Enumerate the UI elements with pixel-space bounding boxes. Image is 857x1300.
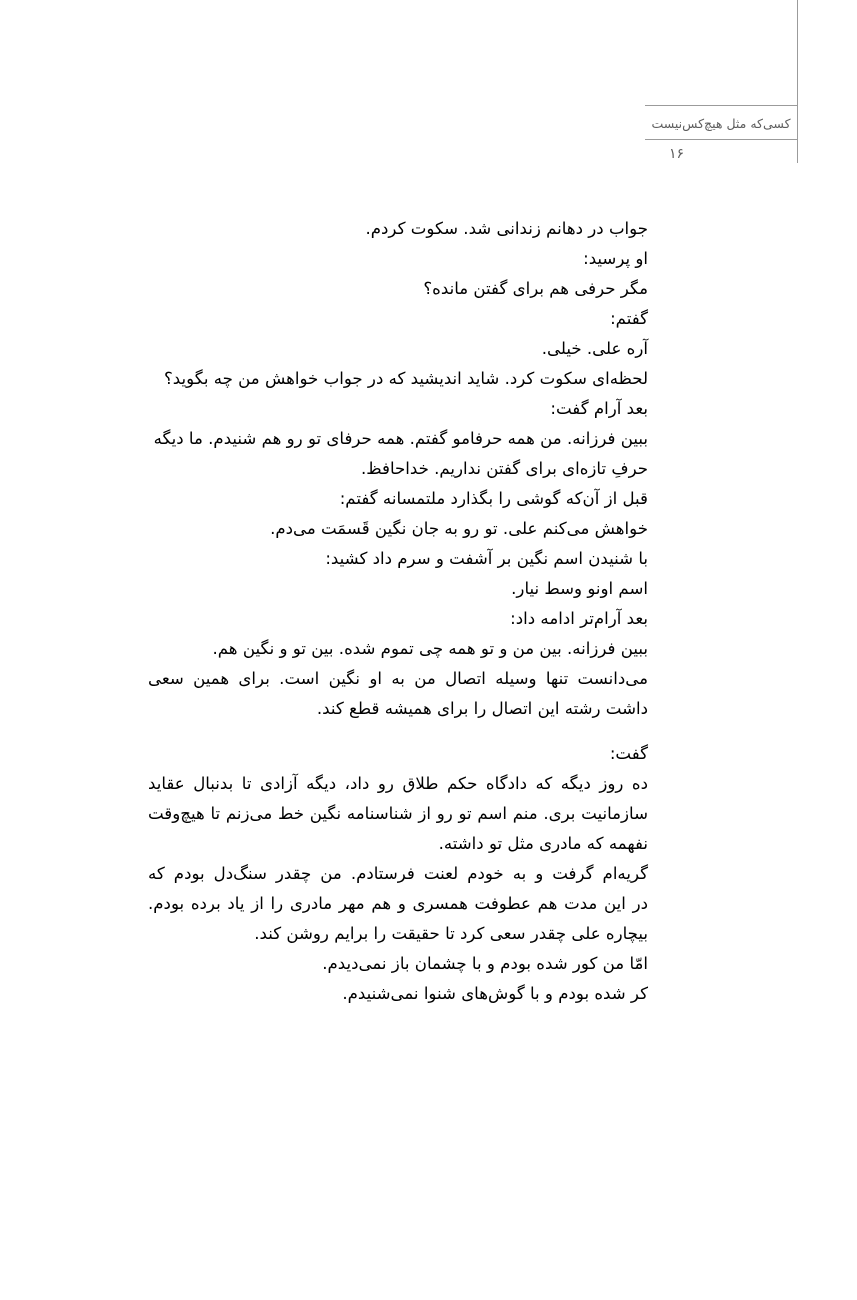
text-line: امّا من کور شده بودم و با چشمان باز نمی‌دیدم.: [322, 954, 648, 973]
text-line: در این مدت هم عطوفت همسری و هم مهر مادری را از یاد برده بودم.: [148, 894, 648, 913]
text-line: بعد آرام گفت:: [550, 399, 648, 418]
text-line: گفتم:: [610, 309, 648, 328]
text-line: خواهش می‌کنم علی. تو رو به جان نگین قَسمَت می‌دم.: [270, 519, 648, 538]
text-line: ببین فرزانه. من همه حرفامو گفتم. همه حرفای تو رو هم شنیدم. ما دیگه: [153, 429, 648, 448]
text-line: بعد آرام‌تر ادامه داد:: [510, 609, 648, 628]
text-line: ده روز دیگه که دادگاه حکم طلاق رو داد، دیگه آزادی تا بدنبال عقاید: [148, 774, 648, 793]
text-line: با شنیدن اسم نگین بر آشفت و سرم داد کشید:: [325, 549, 648, 568]
text-line: او پرسید:: [583, 249, 648, 268]
text-line: حرفِ تازه‌ای برای گفتن نداریم. خداحافظ.: [360, 459, 648, 478]
text-line: جواب در دهانم زندانی شد. سکوت کردم.: [365, 219, 648, 238]
text-line: داشت رشته این اتصال را برای همیشه قطع کند.: [316, 699, 648, 718]
text-line: آره علی. خیلی.: [541, 339, 648, 358]
text-line: لحظه‌ای سکوت کرد. شاید اندیشید که در جواب خواهش من چه بگوید؟: [163, 369, 648, 388]
header-top-rule: [645, 105, 797, 106]
text-line: بیچاره علی چقدر سعی کرد تا حقیقت را برایم روشن کند.: [254, 924, 648, 943]
text-line: گریه‌ام گرفت و به خودم لعنت فرستادم. من چقدر سنگ‌دل بودم که: [148, 864, 648, 883]
text-line: می‌دانست تنها وسیله اتصال من به او نگین است. برای همین سعی: [148, 669, 648, 688]
page-number-value: ۱۶: [669, 146, 685, 162]
body-text: [148, 214, 648, 1009]
page-header-block: [645, 0, 797, 163]
text-line: کر شده بودم و با گوش‌های شنوا نمی‌شنیدم.: [342, 984, 648, 1003]
text-line: مگر حرفی هم برای گفتن مانده؟: [423, 279, 648, 298]
header-vertical-rule: [797, 0, 798, 163]
paragraph-gap: [148, 724, 648, 739]
text-line: ببین فرزانه. بین من و تو همه چی تموم شده. بین تو و نگین هم.: [212, 639, 648, 658]
text-line: قبل از آن‌که گوشی را بگذارد ملتمسانه گفتم:: [339, 489, 648, 508]
text-line: گفت:: [609, 744, 648, 763]
text-line: سازمانیت بری. منم اسم تو رو از شناسنامه نگین خط می‌زنم تا هیچ‌وقت: [148, 804, 648, 823]
header-bottom-rule: [645, 139, 797, 140]
text-line: اسم اونو وسط نیار.: [511, 579, 648, 598]
running-head: کسی‌که مثل هیچ‌کس‌نیست: [651, 116, 791, 131]
page-number: [645, 142, 797, 166]
text-line: نفهمه که مادری مثل تو داشته.: [438, 834, 648, 853]
